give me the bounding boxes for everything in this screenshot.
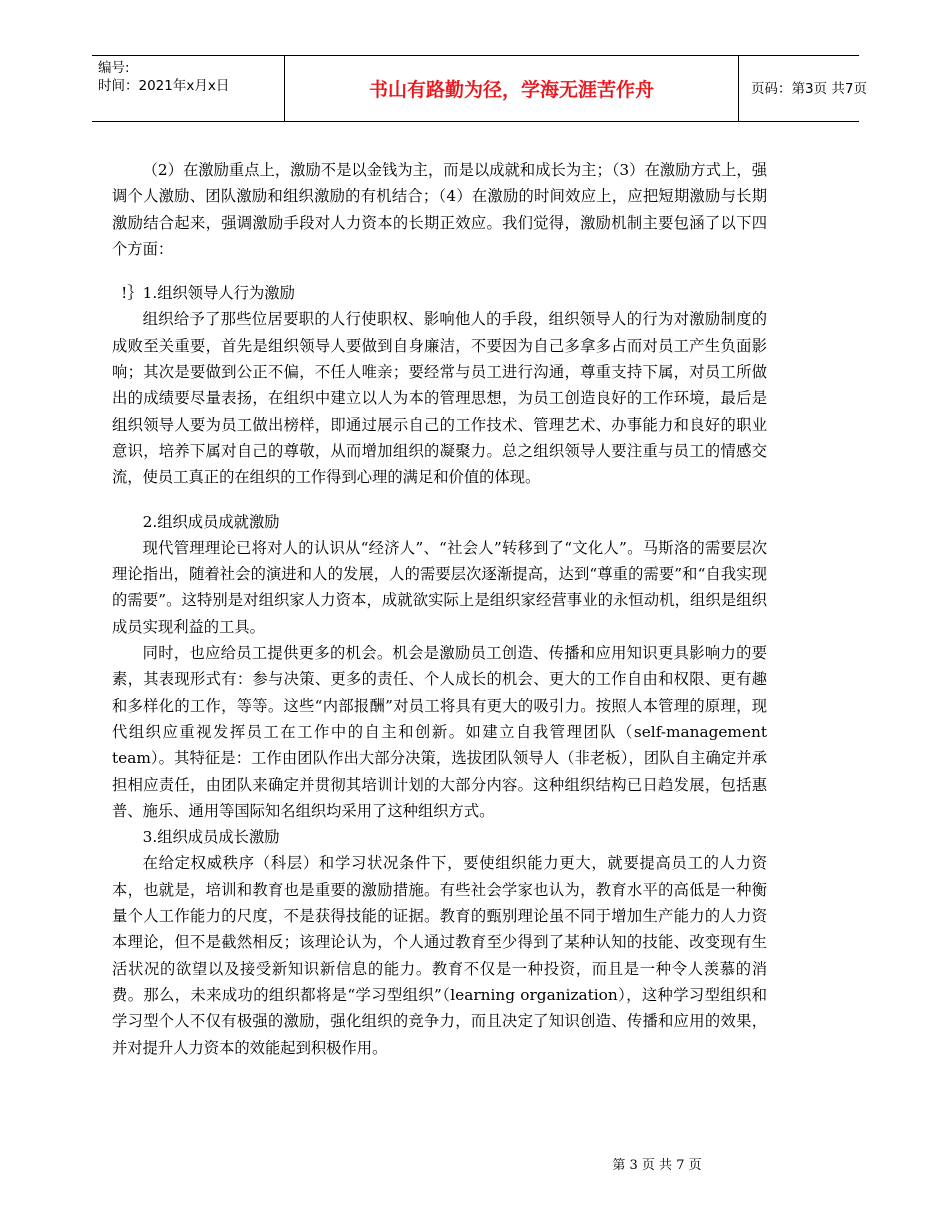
section-paragraph-growth-incentive: 在给定权威秩序（科层）和学习状况条件下，要使组织能力更大，就要提高员工的人力资本，也就是，培训和教育也是重要的激励措施。有些社会学家也认为，教育水平的高低是一种衡量个人工作能力的尺度，不是获得技能的证据。教育的甄别理论虽不同于增加生产能力的人力资本理论，但不是截然相反；该理论认为，个人通过教育至少得到了某种认知的技能、改变现有生活状况的欲望以及接受新知识新信息的能力。教育不仅是一种投资，而且是一种令人羡慕的消费。那么，未来成功的组织都将是“学习型组织”（learning organization），这种学习型组织和学习型个人不仅有极强的激励，强化组织的竞争力，而且决定了知识创造、传播和应用的效果，并对提升人力资本的效能起到积极作用。 — [112, 854, 767, 1057]
section-heading-achievement-incentive: 2.组织成员成就激励 — [142, 512, 280, 531]
footer-page-number: 第 3 页 共 7 页 — [612, 1158, 702, 1173]
header-left-cell — [92, 56, 284, 121]
section-paragraph-achievement-incentive: 现代管理理论已将对人的认识从“经济人”、“社会人”转移到了“文化人”。马斯洛的需要层次理论指出，随着社会的演进和人的发展，人的需要层次逐渐提高，达到“尊重的需要”和“自我实现的需要”。这特别是对组织家人力资本，成就欲实际上是组织家经营事业的永恒动机，组织是组织成员实现利益的工具。 — [112, 538, 767, 636]
header-middle-cell — [284, 56, 739, 121]
section-paragraph-opportunity: 同时，也应给员工提供更多的机会。机会是激励员工创造、传播和应用知识更具影响力的要素，其表现形式有：参与决策、更多的责任、个人成长的机会、更大的工作自由和权限、更有趣和多样化的工作，等等。这些“内部报酬”对员工将具有更大的吸引力。按照人本管理的原理，现代组织应重视发挥员工在工作中的自主和创新。如建立自我管理团队（self-management team）。其特征是：工作由团队作出大部分决策，选拔团队领导人（非老板），团队自主确定并承担相应责任，由团队来确定并贯彻其培训计划的大部分内容。这种组织结构已日趋发展，包括惠普、施乐、通用等国际知名组织均采用了这种组织方式。 — [112, 644, 767, 820]
section-heading-leader-incentive: !｝1.组织领导人行为激励 — [121, 284, 295, 303]
paragraph-spacer — [112, 491, 767, 509]
paragraph-spacer — [112, 262, 767, 280]
section-heading-growth-incentive: 3.组织成员成长激励 — [142, 828, 280, 847]
header-right-cell — [739, 56, 867, 121]
header-page-info: 页码：第3页 共7页 — [751, 81, 867, 97]
document-body — [112, 157, 767, 1061]
document-time-label: 时间：2021年x月x日 — [98, 78, 230, 94]
header-table — [92, 55, 867, 122]
intro-paragraph: （2）在激励重点上，激励不是以金钱为主，而是以成就和成长为主；（3）在激励方式上，强调个人激励、团队激励和组织激励的有机结合；（4）在激励的时间效应上，应把短期激励与长期激励结合起来，强调激励手段对人力资本的长期正效应。我们觉得，激励机制主要包涵了以下四个方面： — [112, 161, 767, 258]
section-paragraph-leader-incentive: 组织给予了那些位居要职的人行使职权、影响他人的手段，组织领导人的行为对激励制度的成败至关重要，首先是组织领导人要做到自身廉洁，不要因为自己多拿多占而对员工产生负面影响；其次是要做到公正不偏，不任人唯亲；要经常与员工进行沟通，尊重支持下属，对员工所做出的成绩要尽量表扬，在组织中建立以人为本的管理思想，为员工创造良好的工作环境，最后是组织领导人要为员工做出榜样，即通过展示自己的工作技术、管理艺术、办事能力和良好的职业意识，培养下属对自己的尊敬，从而增加组织的凝聚力。总之组织领导人要注重与员工的情感交流，使员工真正的在组织的工作得到心理的满足和价值的体现。 — [112, 310, 767, 487]
document-number-label: 编号: — [98, 60, 130, 76]
header-motto: 书山有路勤为径，学海无涯苦作舟 — [368, 79, 654, 101]
page-footer — [0, 1158, 950, 1174]
